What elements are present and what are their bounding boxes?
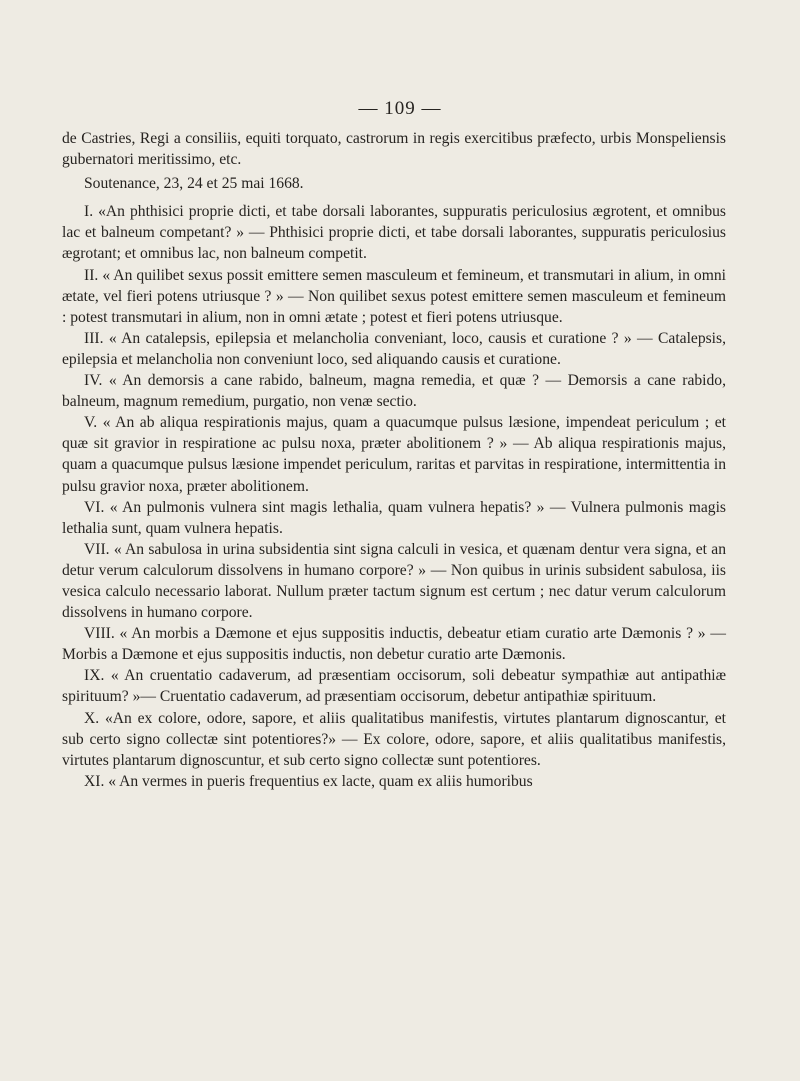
thesis-question-5: V. « An ab aliqua respirationis majus, quam a quacumque pulsus læsione, impendeat periculum ; et quæ sit gravior in respiratione ac pulsu noxa, præter abolitionem ? » — Ab aliqua respirationis majus, quam a quacumque pulsus læsione impendet periculum, raritas et parvitas in respiratione, intermittentia in pulsu gravior noxa, præter abolitionem.	[62, 414, 726, 495]
thesis-question-8: VIII. « An morbis a Dæmone et ejus suppositis inductis, debeatur etiam curatio arte Dæmonis ? » — Morbis a Dæmone et ejus suppositis inductis, non debetur curatio arte Dæmonis.	[62, 625, 726, 664]
thesis-question-4: IV. « An demorsis a cane rabido, balneum, magna remedia, et quæ ? — Demorsis a cane rabido, balneum, magnum remedium, purgatio, non venæ sectio.	[62, 372, 726, 411]
thesis-question-1: I. «An phthisici proprie dicti, et tabe dorsali laborantes, suppuratis periculosius ægrotent, et omnibus lac et balneum competant? » — Phthisici proprie dicti, et tabe dorsali laborantes, suppuratis periculosius ægrotant; et omnibus lac, non balneum competit.	[62, 203, 726, 263]
thesis-question-2: II. « An quilibet sexus possit emittere semen masculeum et femineum, et transmutari in alium, in omni ætate, vel fieri potens utriusque ? » — Non quilibet sexus potest emittere semen masculeum et femineum : potest transmutari in alium, non in omni ætate ; potest et fieri potens utriusque.	[62, 266, 726, 326]
page-body	[62, 128, 726, 792]
dedication-continuation: de Castries, Regi a consiliis, equiti torquato, castrorum in regis exercitibus præfecto, urbis Monspeliensis gubernatori meritissimo, etc.	[62, 130, 726, 169]
page-number: — 109 —	[358, 98, 442, 119]
thesis-question-3: III. « An catalepsis, epilepsia et melancholia conveniant, loco, causis et curatione ? » — Catalepsis, epilepsia et melancholia non conveniunt loco, sed aliquando causis et curatione.	[62, 329, 726, 368]
thesis-question-10: X. «An ex colore, odore, sapore, et aliis qualitatibus manifestis, virtutes plantarum dignoscantur, et sub certo signo collectæ sint potentiores?» — Ex colore, odore, sapore, et aliis qualitatibus manifestis, virtutes plantarum dignoscuntur, et sub certo signo collectæ sunt potentiores.	[62, 709, 726, 769]
thesis-question-9: IX. « An cruentatio cadaverum, ad præsentiam occisorum, soli debeatur sympathiæ aut antipathiæ spirituum? »— Cruentatio cadaverum, ad præsentiam occisorum, debetur antipathiæ spirituum.	[62, 667, 726, 706]
thesis-question-6: VI. « An pulmonis vulnera sint magis lethalia, quam vulnera hepatis? » — Vulnera pulmonis magis lethalia sunt, quam vulnera hepatis.	[62, 498, 726, 537]
thesis-question-7: VII. « An sabulosa in urina subsidentia sint signa calculi in vesica, et quænam dentur vera signa, et an detur verum calculorum dissolvens in humano corpore? » — Non quibus in urinis subsident sabulosa, iis vesica calculo necessario laborat. Nullum præter tactum signum est certum ; nec datur verum calculorum dissolvens in humano corpore.	[62, 540, 726, 622]
defense-date: Soutenance, 23, 24 et 25 mai 1668.	[84, 175, 304, 193]
thesis-question-11: XI. « An vermes in pueris frequentius ex lacte, quam ex aliis humoribus	[84, 772, 533, 790]
